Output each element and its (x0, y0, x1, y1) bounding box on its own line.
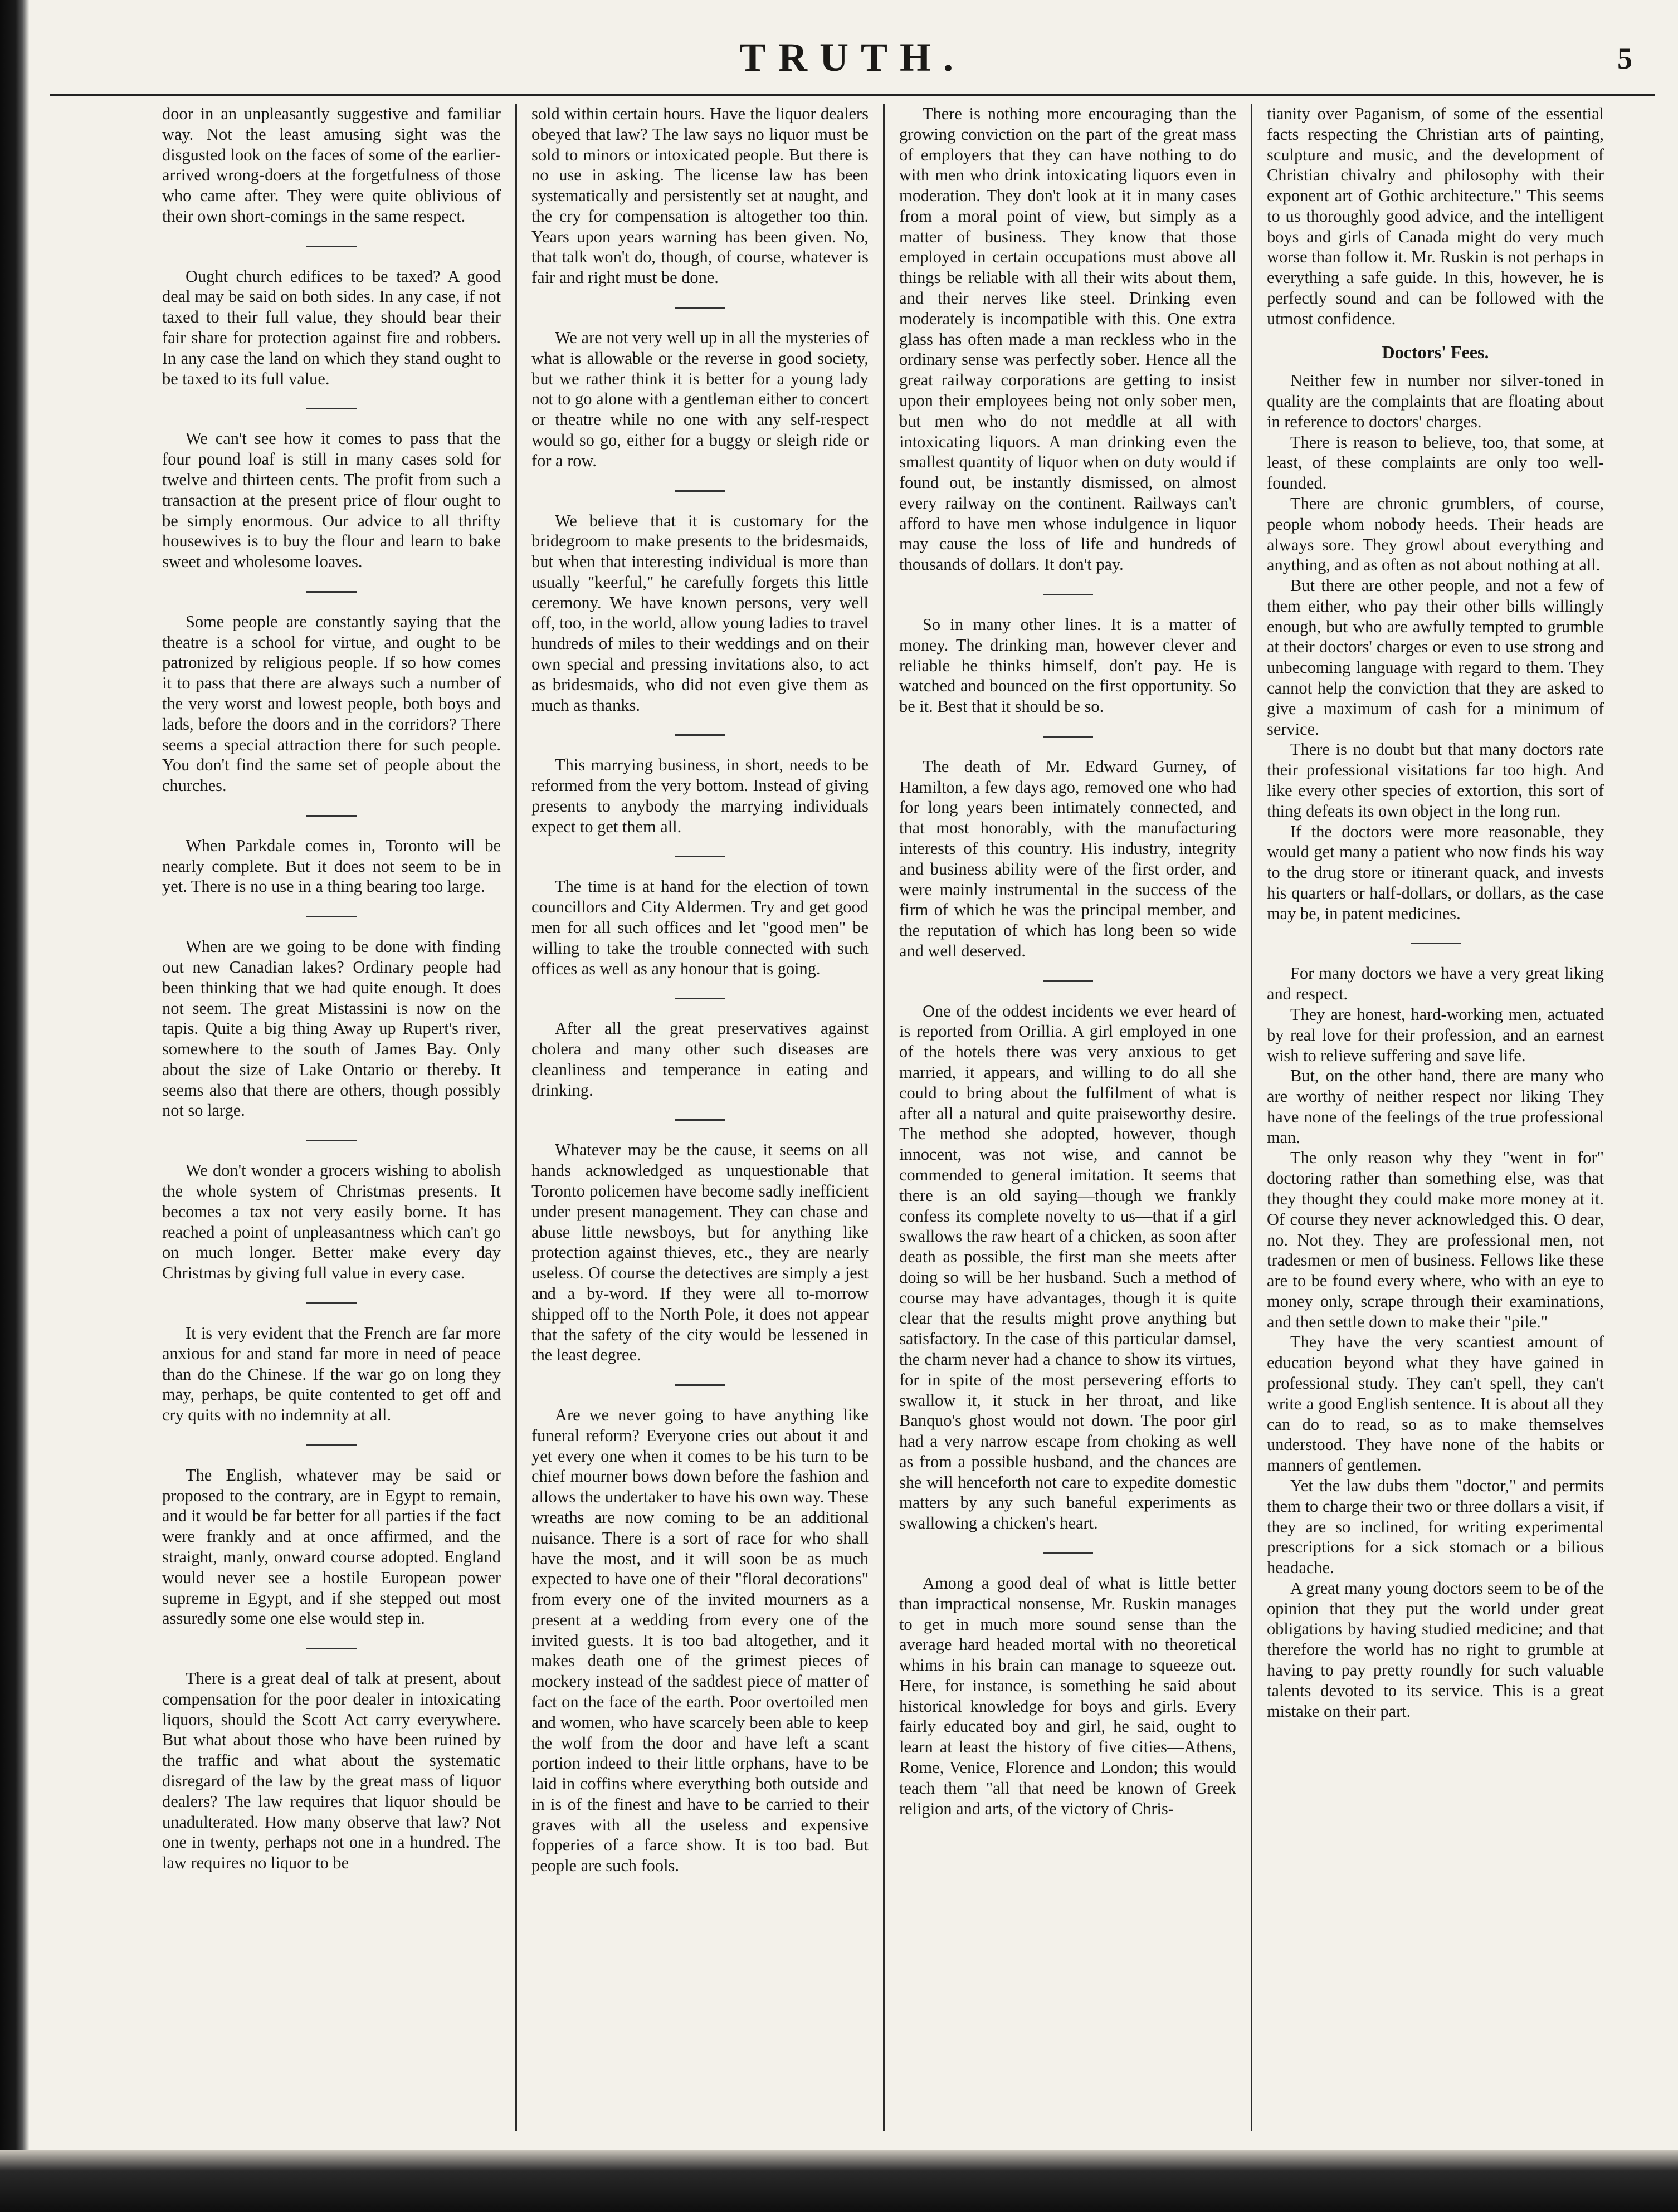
article-paragraph: When are we going to be done with finding out new Canadian lakes? Ordinary people had been thinking that we had quite enough. It does not seem. The great Mistassini is now on the tapis. Quite a big thing Away up Rupert's river, somewhere to the south of James Bay. Only about the size of Lake Ontario or thereby. It seems also that there are others, though possibly not so large. (162, 937, 501, 1120)
paragraph-divider (1043, 980, 1093, 982)
article-paragraph: The only reason why they "went in for" doctoring rather than something else, was that they thought they could make more money at it. Of course they never acknowledged this. O dear, no. Not they. They are professional men, not tradesmen or men of business. Fellows like these are to be found every where, who with an eye to money only, scrape through their examinations, and then settle down to make their "pile." (1267, 1148, 1604, 1331)
paragraph-divider (675, 1119, 725, 1121)
article-paragraph: There is nothing more encouraging than the growing conviction on the part of the great mass of employers that they can have nothing to do with men who drink intoxicating liquors even in moderation. They don't look at it in many cases from a moral point of view, but simply as a matter of business. They know that those employed in certain occupations must above all things be reliable with all their wits about them, and their nerves like steel. Drinking even moderately is incompatible with this. One extra glass has often made a man reckless who in the ordinary sense was perfectly sober. Hence all the great railway corporations are getting to insist upon their employees being not only sober men, but men who do not meddle at all with intoxicating liquors. A man drinking even the smallest quantity of liquor when on duty would if found out, be instantly dismissed, on almost every railway on the continent. Railways can't afford to have men whose indulgence in liquor may cause the loss of life and hundreds of thousands of dollars. It don't pay. (899, 104, 1236, 574)
article-paragraph: tianity over Paganism, of some of the essential facts respecting the Christian arts of painting, sculpture and music, and the development of Christian chivalry and philosophy with their exponent art of Gothic architecture." This seems to us thoroughly good advice, and the intelligent boys and girls of Canada might do very much worse than follow it. Mr. Ruskin is not perhaps in everything a safe guide. In this, however, he is perfectly sound and can be followed with the utmost confidence. (1267, 104, 1604, 328)
newspaper-title: TRUTH. (739, 35, 966, 80)
article-paragraph: We are not very well up in all the mysteries of what is allowable or the reverse in good society, but we rather think it is better for a young lady not to go alone with a gentleman either to concert or theatre while no one with any self-respect would so go, either for a buggy or sleigh ride or for a row. (531, 328, 869, 470)
article-paragraph: For many doctors we have a very great liking and respect. (1267, 964, 1604, 1004)
section-heading: Doctors' Fees. (1382, 341, 1489, 362)
article-paragraph: We believe that it is customary for the bridegroom to make presents to the bridesmaids, but when that interesting individual is more than usually "keerful," he carefully forgets this little ceremony. We have known persons, very well off, too, in the world, allow young ladies to travel hundreds of miles to their weddings and on their own special and pressing invitations also, to act as bridesmaids, who did not even give them as much as thanks. (531, 511, 869, 715)
paragraph-divider (675, 856, 725, 857)
article-paragraph: Neither few in number nor silver-toned in quality are the complaints that are floating about in reference to doctors' charges. (1267, 371, 1604, 431)
paragraph-divider (675, 1384, 725, 1386)
paragraph-divider (1411, 943, 1461, 944)
article-paragraph: The death of Mr. Edward Gurney, of Hamilton, a few days ago, removed one who had for long years been intimately connected, and that most honorably, with the manufacturing interests of this country. His industry, integrity and business ability were of the first order, and were mainly instrumental in the success of the firm of which he was the principal member, and the reputation of which has long been so wide and well deserved. (899, 756, 1236, 960)
paragraph-divider (306, 246, 357, 247)
article-paragraph: It is very evident that the French are far more anxious for and stand far more in need of peace than do the Chinese. If the war go on long they may, perhaps, be quite contented to get off and cry quits with no indemnity at all. (162, 1323, 501, 1425)
scan-left-edge (0, 0, 29, 2212)
paragraph-divider (306, 591, 357, 593)
article-paragraph: Whatever may be the cause, it seems on all hands acknowledged as unquestionable that Toronto policemen have become sadly inefficient under present management. They can chase and abuse little newsboys, but for anything like protection against thieves, etc., they are nearly useless. Of course the detectives are simply a jest and a by-word. If they were all to-morrow shipped off to the North Pole, it does not appear that the safety of the city would be lessened in the least degree. (531, 1140, 869, 1365)
paragraph-divider (1043, 594, 1093, 595)
article-paragraph: So in many other lines. It is a matter of money. The drinking man, however clever and reliable he thinks himself, don't pay. He is watched and bounced on the first opportunity. So be it. Best that it should be so. (899, 614, 1236, 716)
article-paragraph: They are honest, hard-working men, actuated by real love for their profession, and an earnest wish to relieve suffering and save life. (1267, 1004, 1604, 1065)
paragraph-divider (675, 307, 725, 309)
article-paragraph: After all the great preservatives against cholera and many other such diseases are cleanliness and temperance in eating and drinking. (531, 1019, 869, 1100)
article-paragraph: There are chronic grumblers, of course, people whom nobody heeds. Their heads are always sore. They growl about everything and anything, and as often as not about nothing at all. (1267, 494, 1604, 575)
paragraph-divider (675, 490, 725, 492)
column-3 (883, 104, 1251, 2131)
paragraph-divider (675, 998, 725, 999)
paragraph-divider (306, 916, 357, 917)
column-2 (515, 104, 883, 2131)
paragraph-divider (306, 1444, 357, 1446)
paragraph-divider (306, 1648, 357, 1649)
paragraph-divider (1043, 736, 1093, 738)
column-1 (148, 104, 515, 2131)
column-4 (1251, 104, 1618, 2131)
article-paragraph: Yet the law dubs them "doctor," and permits them to charge their two or three dollars a visit, if they are so inclined, for writing experimental prescriptions for a sick stomach or a bilious headache. (1267, 1476, 1604, 1578)
article-paragraph: door in an unpleasantly suggestive and familiar way. Not the least amusing sight was the disgusted look on the faces of some of the earlier-arrived wrong-doers at the forgetfulness of those who came after. They were quite oblivious of their own short-comings in the same respect. (162, 104, 501, 226)
article-paragraph: One of the oddest incidents we ever heard of is reported from Orillia. A girl employed in one of the hotels there was very anxious to get married, it appears, and willing to do all she could to bring about the fulfilment of what is after all a natural and quite praiseworthy desire. The method she adopted, however, though innocent, was not wise, and cannot be commended to general imitation. It seems that there is an old saying—though we frankly confess its complete novelty to us—that if a girl swallows the raw heart of a chicken, as soon after death as possible, the first man she meets after doing so will be her husband. Such a method of course may have advantages, though it is quite clear that the results might prove anything but satisfactory. In the case of this particular damsel, the charm never had a chance to show its virtues, for in spite of the most persevering efforts to swallow it, it stuck in her throat, and like Banquo's ghost would not down. The poor girl had a very narrow escape from choking as well as from a possible husband, and the chances are she will henceforth not care to expedite domestic matters by any such baneful experiments as swallowing a chicken's heart. (899, 1001, 1236, 1533)
article-columns (148, 104, 1618, 2131)
paragraph-divider (1043, 1552, 1093, 1554)
article-paragraph: The time is at hand for the election of town councillors and City Aldermen. Try and get good men for all such offices and let "good men" be willing to take the trouble connected with such offices as well as any honour that is going. (531, 877, 869, 978)
article-paragraph: This marrying business, in short, needs to be reformed from the very bottom. Instead of giving presents to anybody the marrying individuals expect to get them all. (531, 755, 869, 836)
article-paragraph: They have the very scantiest amount of education beyond what they have gained in professional study. They can't spell, they can't write a good English sentence. It is about all they can do to read, so as to make themselves understood. They have none of the habits or manners of gentlemen. (1267, 1332, 1604, 1475)
paragraph-divider (306, 1140, 357, 1141)
article-paragraph: sold within certain hours. Have the liquor dealers obeyed that law? The law says no liquor must be sold to minors or intoxicated people. But there is no use in asking. The license law has been systematically and persistently set at naught, and the cry for compensation is altogether too thin. Years upon years warning has been given. No, that talk won't do, though, of course, whatever is fair and right must be done. (531, 104, 869, 287)
article-paragraph: If the doctors were more reasonable, they would get many a patient who now finds his way to the drug store or itinerant quack, and invests his quarters or half-dollars, or dollars, as the case may be, in patent medicines. (1267, 822, 1604, 923)
article-paragraph: Among a good deal of what is little better than impractical nonsense, Mr. Ruskin manages to get in much more sound sense than the average hard headed mortal with no theoretical whims in his brain can manage to squeeze out. Here, for instance, is something he said about historical knowledge for boys and girls. Every fairly educated boy and girl, he said, ought to learn at least the history of five cities—Athens, Rome, Venice, Florence and London; this would teach them "all that need be known of Greek religion and arts, of the victory of Chris- (899, 1574, 1236, 1818)
scan-bottom-edge (0, 2150, 1678, 2212)
article-paragraph: A great many young doctors seem to be of the opinion that they put the world under great obligations by having studied medicine; and that therefore the world has no right to grumble at having to pay pretty roundly for such valuable talents devoted to its service. This is a great mistake on their part. (1267, 1578, 1604, 1721)
page-number: 5 (1617, 42, 1632, 75)
article-paragraph: There is a great deal of talk at present, about compensation for the poor dealer in intoxicating liquors, should the Scott Act carry everywhere. But what about those who have been ruined by the traffic and what about the systematic disregard of the law by the great mass of liquor dealers? The law requires that liquor should be unadulterated. How many observe that law? Not one in twenty, perhaps not one in a hundred. The law requires no liquor to be (162, 1669, 501, 1873)
article-paragraph: There is no doubt but that many doctors rate their professional visitations far too high. And like every other species of extortion, this sort of thing defeats its own object in the long run. (1267, 740, 1604, 821)
paragraph-divider (675, 734, 725, 736)
article-paragraph: When Parkdale comes in, Toronto will be nearly complete. But it does not seem to be in yet. There is no use in a thing bearing too large. (162, 836, 501, 896)
article-paragraph: Some people are constantly saying that the theatre is a school for virtue, and ought to be patronized by religious people. If so how comes it to pass that there are always such a number of the very worst and lowest people, both boys and lads, before the doors and in the corridors? There seems a special attraction there for such people. You don't find the same set of people about the churches. (162, 612, 501, 795)
article-paragraph: Are we never going to have anything like funeral reform? Everyone cries out about it and yet every one when it comes to be his turn to be chief mourner bows down before the fashion and allows the undertaker to have his own way. These wreaths are now coming to be an additional nuisance. There is a sort of race for who shall have the most, and it will soon be as much expected to have one of their "floral decorations" from every one of the invited mourners as a present at a wedding from every one of the invited guests. It is too bad altogether, and it makes death one of the grimest pieces of mockery instead of the saddest piece of matter of fact on the face of the earth. Poor overtoiled men and women, who have scarcely been able to keep the wolf from the door and have left a scant portion indeed to their little orphans, have to be laid in coffins where everything both outside and in is of the finest and have to be carried to their graves with all the useless and expensive fopperies of a farce show. It is too bad. But people are such fools. (531, 1405, 869, 1876)
article-paragraph: But, on the other hand, there are many who are worthy of neither respect nor liking They have none of the feelings of the true professional man. (1267, 1066, 1604, 1147)
article-paragraph: Ought church edifices to be taxed? A good deal may be said on both sides. In any case, if not taxed to their full value, they should bear their fair share for protection against fire and robbers. In any case the land on which they stand ought to be taxed to its full value. (162, 266, 501, 388)
masthead-rule (50, 94, 1655, 96)
article-paragraph: The English, whatever may be said or proposed to the contrary, are in Egypt to remain, and it would be far better for all parties if the fact were frankly and at once affirmed, and the straight, manly, onward course adopted. England would never see a hostile European power supreme in Egypt, and if she stepped out most assuredly some one else would step in. (162, 1465, 501, 1628)
article-paragraph: But there are other people, and not a few of them either, who pay their other bills willingly enough, but who are awfully tempted to grumble at their doctors' charges or even to use strong and unbecoming language with regard to them. They cannot help the conviction that they are asked to give a maximum of cash for a minimum of service. (1267, 576, 1604, 739)
paragraph-divider (306, 1302, 357, 1304)
masthead (50, 0, 1655, 100)
article-paragraph: There is reason to believe, too, that some, at least, of these complaints are only too well-founded. (1267, 432, 1604, 493)
paragraph-divider (306, 408, 357, 409)
paragraph-divider (306, 815, 357, 817)
article-paragraph: We don't wonder a grocers wishing to abolish the whole system of Christmas presents. It becomes a tax not very easily borne. It has reached a point of unpleasantness which can't go on much longer. Better make every day Christmas by giving full value in every case. (162, 1161, 501, 1283)
article-paragraph: We can't see how it comes to pass that the four pound loaf is still in many cases sold for twelve and thirteen cents. The profit from such a transaction at the present price of flour ought to be simply enormous. Our advice to all thrifty housewives is to buy the flour and learn to bake sweet and wholesome loaves. (162, 429, 501, 572)
